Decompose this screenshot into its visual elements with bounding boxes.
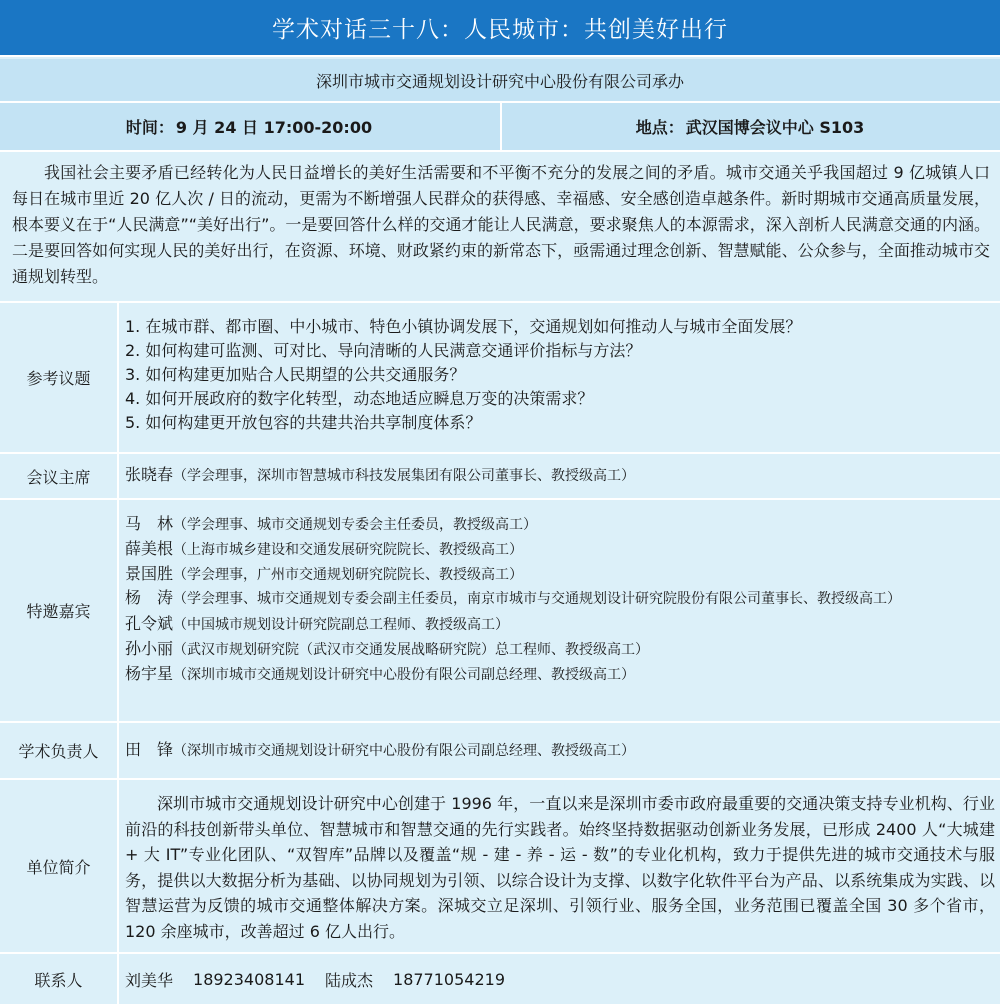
guest-item <box>125 662 995 687</box>
contact-phone: 18923408141 <box>193 969 305 989</box>
chair-name: 张晓春 <box>125 465 174 484</box>
guest-item <box>125 512 995 537</box>
guest-affiliation: （学会理事，广州市交通规划研究院院长、教授级高工） <box>173 567 524 583</box>
guest-name: 马 林 <box>125 514 174 533</box>
academic-lead-affiliation: （深圳市城市交通规划设计研究中心股份有限公司副总经理、教授级高工） <box>173 743 636 759</box>
divider <box>0 952 1000 954</box>
guest-affiliation: （学会理事、城市交通规划专委会主任委员，教授级高工） <box>173 517 538 533</box>
time-cell <box>0 103 500 150</box>
topic-item: 5. 如何构建更开放包容的共建共治共享制度体系？ <box>125 413 482 432</box>
topic-item: 1. 在城市群、都市圈、中小城市、特色小镇协调发展下，交通规划如何推动人与城市全面发展？ <box>125 317 802 336</box>
contact-label: 联系人 <box>34 970 83 990</box>
divider <box>117 303 119 1004</box>
chair-entry <box>125 463 995 488</box>
contact-entry <box>125 961 995 997</box>
topic-item: 3. 如何构建更加贴合人民期望的公共交通服务？ <box>125 365 466 384</box>
topics-label: 参考议题 <box>26 369 91 388</box>
guest-item <box>125 587 995 610</box>
unit-label: 单位简介 <box>26 857 91 877</box>
guest-name: 孙小丽 <box>125 639 174 658</box>
contact-name: 陆成杰 <box>325 970 374 990</box>
divider <box>0 498 1000 500</box>
divider <box>0 301 1000 303</box>
guest-name: 杨 涛 <box>125 588 174 607</box>
place-label: 地点： <box>635 118 684 137</box>
contact-phone: 18771054219 <box>393 969 505 989</box>
divider <box>500 103 502 150</box>
guest-item <box>125 637 995 662</box>
place-value: 武汉国博会议中心 S103 <box>685 118 865 137</box>
academic-lead-name: 田 锋 <box>125 740 174 759</box>
time-label: 时间： <box>125 118 174 137</box>
place-cell <box>502 103 1000 150</box>
contact-name: 刘美华 <box>125 970 174 990</box>
academic-lead-entry <box>125 738 995 763</box>
guest-item <box>125 537 995 562</box>
guest-name: 孔令斌 <box>125 614 174 633</box>
time-value: 9 月 24 日 17:00-20:00 <box>175 118 373 137</box>
guest-name: 景国胜 <box>125 564 174 583</box>
page-title: 学术对话三十八：人民城市：共创美好出行 <box>0 0 1000 55</box>
divider <box>0 778 1000 780</box>
intro-paragraph: 我国社会主要矛盾已经转化为人民日益增长的美好生活需要和不平衡不充分的发展之间的矛盾。城市交通关乎我国超过 9 亿城镇人口每日在城市里近 20 亿人次 / 日的流动，更需为不断增强人民群众的获得感、幸福感、安全感创造卓越条件。新时期城市交通高质量发展，根本要义在于“人民满意”“美好出行”。一是要回答什么样的交通才能让人民满意，要求聚焦人的本源需求，深入剖析人民满意交通的内涵。二是要回答如何实现人民的美好出行，在资源、环境、财政紧约束的新常态下，亟需通过理念创新、智慧赋能、公众参与，全面推动城市交通规划转型。 <box>12 163 990 286</box>
divider <box>0 721 1000 723</box>
guest-affiliation: （深圳市城市交通规划设计研究中心股份有限公司副总经理、教授级高工） <box>173 667 636 683</box>
chair-affiliation: （学会理事，深圳市智慧城市科技发展集团有限公司董事长、教授级高工） <box>173 468 636 484</box>
intro-section <box>12 160 990 290</box>
guest-affiliation: （学会理事、城市交通规划专委会副主任委员，南京市城市与交通规划设计研究院股份有限公司董事长、教授级高工） <box>173 591 902 607</box>
topic-item: 4. 如何开展政府的数字化转型，动态地适应瞬息万变的决策需求？ <box>125 389 594 408</box>
guest-affiliation: （中国城市规划设计研究院副总工程师、教授级高工） <box>173 617 510 633</box>
guest-affiliation: （武汉市规划研究院（武汉市交通发展战略研究院）总工程师、教授级高工） <box>173 642 650 658</box>
divider <box>0 452 1000 454</box>
unit-intro <box>125 791 995 944</box>
guest-item <box>125 562 995 587</box>
topics-list <box>125 315 995 435</box>
organizer-band <box>0 59 1000 101</box>
guests-list <box>125 512 995 687</box>
chair-label: 会议主席 <box>26 467 91 487</box>
topic-item: 2. 如何构建可监测、可对比、导向清晰的人民满意交通评价指标与方法？ <box>125 341 642 360</box>
guest-affiliation: （上海市城乡建设和交通发展研究院院长、教授级高工） <box>173 542 524 558</box>
divider <box>0 55 1000 57</box>
academic-lead-label: 学术负责人 <box>18 742 99 761</box>
guest-item <box>125 612 995 637</box>
guest-name: 薛美根 <box>125 539 174 558</box>
organizer-text: 深圳市城市交通规划设计研究中心股份有限公司承办 <box>315 71 684 91</box>
guests-label: 特邀嘉宾 <box>26 602 91 621</box>
divider <box>0 150 1000 152</box>
unit-paragraph: 深圳市城市交通规划设计研究中心创建于 1996 年，一直以来是深圳市委市政府最重要的交通决策支持专业机构、行业前沿的科技创新带头单位、智慧城市和智慧交通的先行实践者。始终坚持数据驱动创新业务发展，已形成 2400 人“大城建 + 大 IT”专业化团队、“双智库”品牌以及覆盖“规 - 建 - 养 - 运 - 数”的专业化机构，致力于提供先进的城市交通技术与服务，提供以大数据分析为基础、以协同规划为引领、以综合设计为支撑、以数字化软件平台为产品、以系统集成为实践、以智慧运营为反馈的城市交通整体解决方案。深城交立足深圳、引领行业、服务全国，业务范围已覆盖全国 30 多个省市，120 余座城市，改善超过 6 亿人出行。 <box>125 794 995 941</box>
guest-name: 杨宇星 <box>125 664 174 683</box>
